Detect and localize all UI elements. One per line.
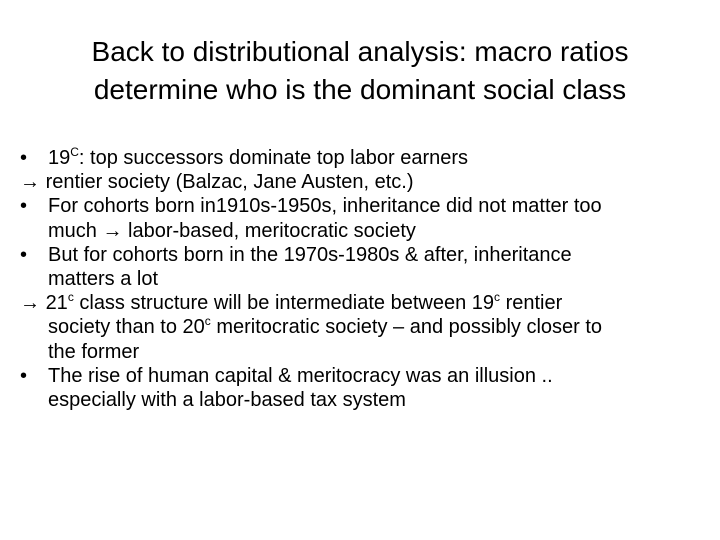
bullet-line [48, 146, 720, 170]
bullet-line: The rise of human capital & meritocracy was an illusion .. [48, 364, 553, 387]
bullet-line: matters a lot [48, 268, 159, 291]
superscript: c [204, 314, 211, 329]
arrow-line [20, 170, 720, 194]
text-run: rentier [500, 292, 563, 315]
text-run: rentier society (Balzac, Jane Austen, etc.) [45, 171, 414, 194]
bullet-line: But for cohorts born in the 1970s-1980s & after, inheritance [48, 243, 572, 266]
bullet-item [20, 364, 720, 412]
arrow-item [20, 291, 720, 364]
arrow-item [20, 170, 720, 194]
bullet-item [20, 243, 720, 291]
superscript: c [494, 290, 501, 305]
slide-title-line: Back to distributional analysis: macro ratios [91, 36, 629, 67]
bullet-line: For cohorts born in1910s-1950s, inheritance did not matter too [48, 195, 602, 218]
bullet-marker: • [20, 195, 28, 218]
bullet-marker: • [20, 364, 28, 387]
text-run: society than to 20 [48, 316, 205, 339]
text-run: 21 [45, 292, 68, 315]
arrow-marker: → [20, 292, 40, 315]
bullet-marker: • [20, 243, 28, 266]
slide-title [20, 33, 700, 109]
arrow-line [20, 291, 720, 315]
superscript: C [70, 145, 79, 159]
arrow-line [48, 315, 720, 339]
slide-title-line: determine who is the dominant social class [93, 74, 627, 105]
arrow-marker: → [20, 171, 40, 194]
text-run: 19 [48, 147, 71, 169]
bullet-line: much → labor-based, meritocratic society [48, 219, 416, 242]
superscript: c [67, 290, 74, 305]
arrow-line: the former [48, 340, 140, 363]
text-run: meritocratic society – and possibly closer to [210, 316, 603, 339]
bullet-marker: • [20, 147, 28, 169]
bullet-item [20, 194, 720, 242]
slide-body [20, 146, 720, 412]
bullet-item [20, 146, 720, 170]
bullet-line: especially with a labor-based tax system [48, 389, 406, 412]
text-run: class structure will be intermediate between 19 [73, 292, 495, 315]
text-run: : top successors dominate top labor earners [78, 147, 469, 169]
